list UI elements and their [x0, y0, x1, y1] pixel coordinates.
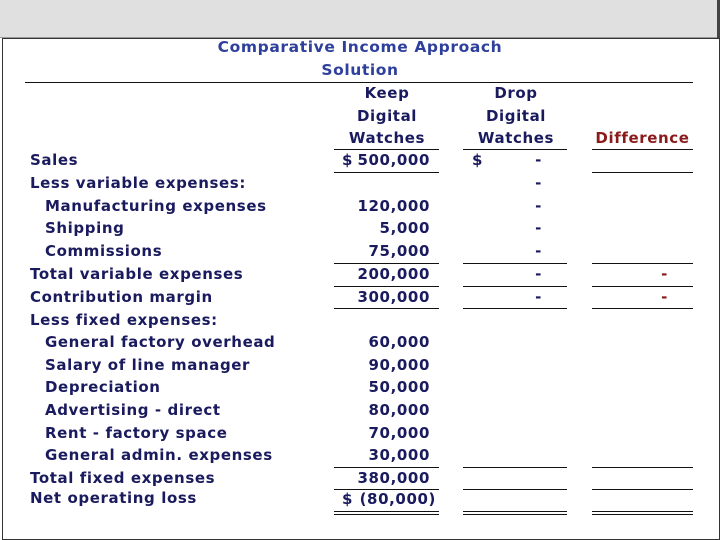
general-admin-diff-rule: [592, 467, 693, 468]
sales-keep-value: 500,000: [357, 151, 430, 169]
manufacturing-keep-value: 120,000: [357, 197, 430, 215]
shipping-drop-value: -: [535, 219, 542, 237]
page-title: Comparative Income Approach: [217, 38, 503, 56]
total-fixed-keep-value: 380,000: [357, 469, 430, 487]
general-factory-keep-value: 60,000: [368, 333, 430, 351]
row-label-manufacturing: Manufacturing expenses: [45, 197, 267, 215]
general-admin-keep-value: 30,000: [368, 446, 430, 464]
contribution-margin-diff-value: -: [661, 288, 668, 306]
total-variable-drop-rule: [463, 286, 567, 287]
advertising-keep-value: 80,000: [368, 401, 430, 419]
drop-header-rule: [463, 149, 567, 150]
net-loss-keep-double-rule: [334, 511, 439, 515]
less-variable-drop-value: -: [535, 174, 542, 192]
contribution-margin-drop-rule: [463, 308, 567, 309]
keep-header-line1: Keep: [364, 84, 410, 102]
net-loss-keep-value: (80,000): [359, 490, 436, 508]
net-loss-keep-dollar: $: [342, 490, 354, 508]
row-label-general-admin: General admin. expenses: [45, 446, 273, 464]
row-label-rent: Rent - factory space: [45, 424, 228, 442]
sales-drop-value: -: [535, 151, 542, 169]
drop-header-line2: Digital: [485, 107, 547, 125]
row-label-total-fixed: Total fixed expenses: [30, 469, 216, 487]
row-label-total-variable: Total variable expenses: [30, 265, 244, 283]
depreciation-keep-value: 50,000: [368, 378, 430, 396]
keep-header-line2: Digital: [356, 107, 418, 125]
keep-header-rule: [334, 149, 439, 150]
row-label-less-variable: Less variable expenses:: [30, 174, 246, 192]
row-label-advertising: Advertising - direct: [45, 401, 221, 419]
sales-drop-dollar: $: [472, 151, 484, 169]
commissions-keep-value: 75,000: [368, 242, 430, 260]
top-band: [0, 0, 720, 38]
rent-keep-value: 70,000: [368, 424, 430, 442]
difference-header: Difference: [595, 129, 690, 147]
contribution-margin-keep-rule: [334, 308, 439, 309]
sales-keep-dollar: $: [342, 151, 354, 169]
row-label-sales: Sales: [30, 151, 79, 169]
contribution-margin-diff-rule: [592, 308, 693, 309]
manufacturing-drop-value: -: [535, 197, 542, 215]
contribution-margin-drop-value: -: [535, 288, 542, 306]
row-label-shipping: Shipping: [45, 219, 125, 237]
commissions-drop-rule: [463, 263, 567, 264]
drop-header-line1: Drop: [494, 84, 538, 102]
sales-diff-rule: [592, 172, 693, 173]
net-loss-drop-double-rule: [463, 511, 567, 515]
commissions-drop-value: -: [535, 242, 542, 260]
general-admin-keep-rule: [334, 467, 439, 468]
total-variable-diff-value: -: [661, 265, 668, 283]
commissions-diff-rule: [592, 263, 693, 264]
shipping-keep-value: 5,000: [379, 219, 430, 237]
total-fixed-drop-rule: [463, 489, 567, 490]
total-variable-drop-value: -: [535, 265, 542, 283]
row-label-depreciation: Depreciation: [45, 378, 161, 396]
difference-header-rule: [592, 149, 693, 150]
total-fixed-diff-rule: [592, 489, 693, 490]
row-label-net-operating-loss: Net operating loss: [30, 489, 197, 507]
net-loss-diff-double-rule: [592, 511, 693, 515]
total-variable-keep-value: 200,000: [357, 265, 430, 283]
salary-line-manager-keep-value: 90,000: [368, 356, 430, 374]
contribution-margin-keep-value: 300,000: [357, 288, 430, 306]
drop-header-line3: Watches: [477, 129, 555, 147]
total-variable-diff-rule: [592, 286, 693, 287]
row-label-contribution-margin: Contribution margin: [30, 288, 213, 306]
sales-keep-rule: [334, 172, 439, 173]
keep-header-line3: Watches: [348, 129, 426, 147]
page-subtitle: Solution: [321, 61, 399, 79]
row-label-general-factory: General factory overhead: [45, 333, 276, 351]
row-label-salary-line-manager: Salary of line manager: [45, 356, 251, 374]
total-variable-keep-rule: [334, 286, 439, 287]
general-admin-drop-rule: [463, 467, 567, 468]
title-rule: [25, 82, 693, 83]
row-label-less-fixed: Less fixed expenses:: [30, 311, 218, 329]
commissions-keep-rule: [334, 263, 439, 264]
row-label-commissions: Commissions: [45, 242, 163, 260]
